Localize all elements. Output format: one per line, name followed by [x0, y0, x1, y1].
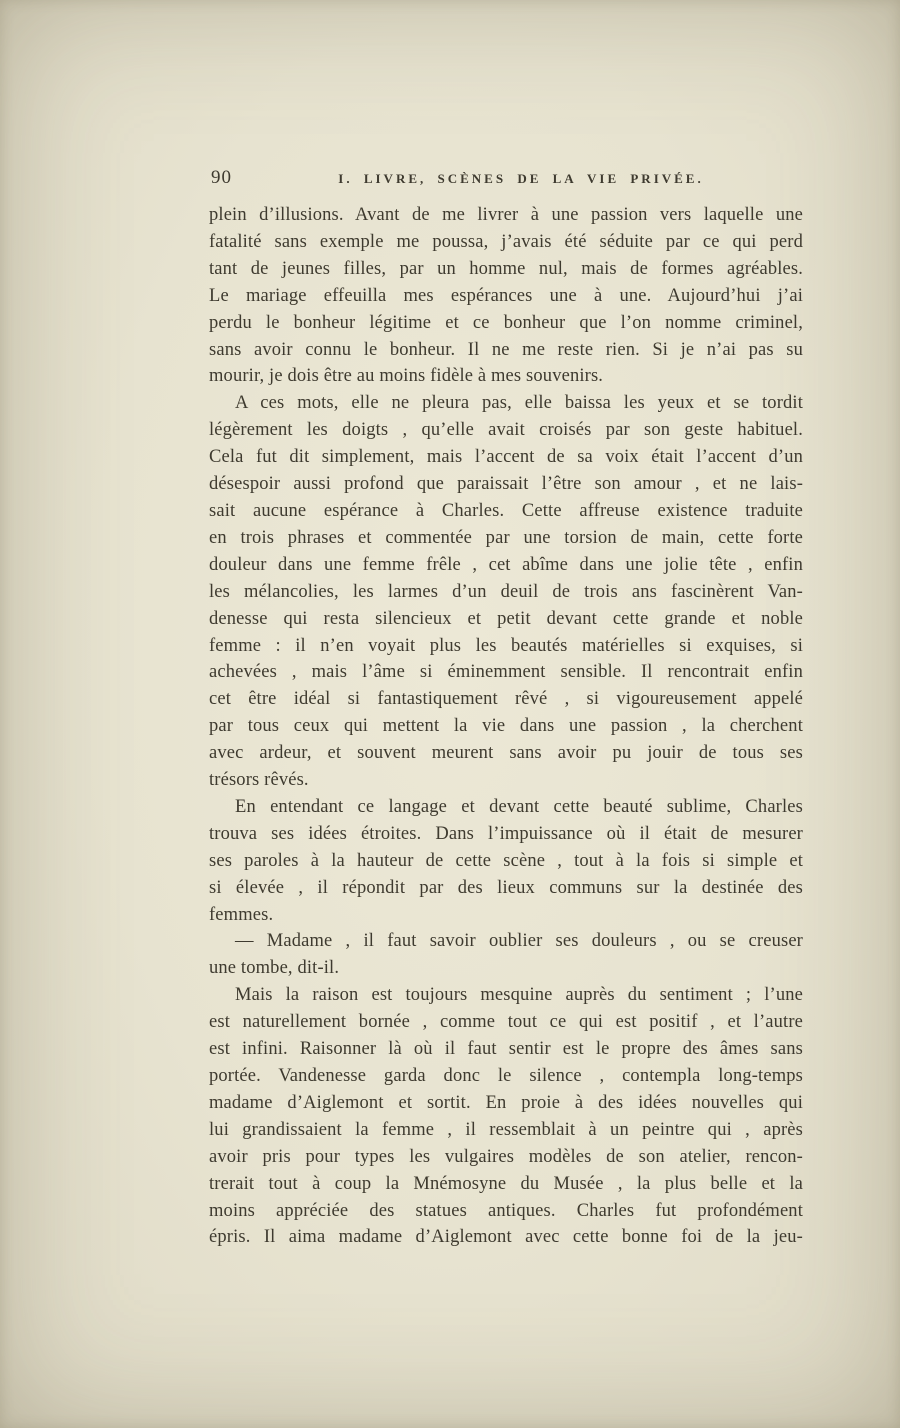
text-line: cet être idéal si fantastiquement rêvé , si vigoureusement appelé: [209, 689, 803, 710]
text-line: portée. Vandenesse garda donc le silence , contempla long-temps: [209, 1066, 803, 1086]
text-line: par tous ceux qui mettent la vie dans une passion , la cherchent: [209, 716, 803, 737]
paragraph: [209, 982, 803, 1251]
text-line: fatalité sans exemple me poussa, j’avais été séduite par ce qui perd: [209, 231, 803, 252]
text-line: les mélancolies, les larmes d’un deuil de trois ans fascinèrent Van-: [209, 581, 803, 602]
text-line: mourir, je dois être au moins fidèle à mes souvenirs.: [209, 366, 604, 387]
text-line: trerait tout à coup la Mnémosyne du Musée , la plus belle et la: [209, 1173, 803, 1194]
text-line: est naturellement bornée , comme tout ce qui est positif , et l’autre: [209, 1012, 803, 1033]
text-line: moins appréciée des statues antiques. Charles fut profondément: [209, 1200, 803, 1221]
text-line: femme : il n’en voyait plus les beautés matérielles si exquises, si: [209, 635, 803, 656]
page-number: 90: [211, 167, 232, 188]
text-line: Mais la raison est toujours mesquine auprès du sentiment ; l’une: [235, 985, 803, 1006]
text-line: denesse qui resta silencieux et petit devant cette grande et noble: [209, 608, 803, 629]
text-block: [209, 165, 803, 1251]
text-line: En entendant ce langage et devant cette beauté sublime, Charles: [235, 796, 803, 817]
text-line: désespoir aussi profond que paraissait l’être son amour , et ne lais-: [209, 474, 803, 495]
text-line: madame d’Aiglemont et sortit. En proie à des idées nouvelles qui: [209, 1092, 803, 1113]
paragraph: [209, 202, 803, 390]
text-line: lui grandissaient la femme , il ressemblait à un peintre qui , après: [209, 1119, 803, 1140]
text-line: tant de jeunes filles, par un homme nul, mais de formes agréables.: [209, 258, 803, 279]
text-line: perdu le bonheur légitime et ce bonheur que l’on nomme criminel,: [209, 312, 803, 333]
text-line: achevées , mais l’âme si éminemment sensible. Il rencontrait enfin: [209, 662, 803, 683]
text-line: ses paroles à la hauteur de cette scène , tout à la fois si simple et: [209, 850, 803, 871]
text-line: en trois phrases et commentée par une torsion de main, cette forte: [209, 527, 803, 548]
text-line: avoir pris pour types les vulgaires modèles de son atelier, rencon-: [209, 1146, 803, 1167]
paragraph: [209, 794, 803, 929]
text-line: trouva ses idées étroites. Dans l’impuissance où il était de mesurer: [209, 823, 803, 844]
text-line: plein d’illusions. Avant de me livrer à une passion vers laquelle une: [209, 205, 803, 225]
text-line: une tombe, dit-il.: [209, 958, 340, 979]
text-line: trésors rêvés.: [209, 770, 309, 791]
text-line: femmes.: [209, 904, 274, 925]
paragraph: [209, 928, 803, 982]
text-line: douleur dans une femme frêle , cet abîme dans une jolie tête , enfin: [209, 554, 803, 575]
text-line: Cela fut dit simplement, mais l’accent de sa voix était l’accent d’un: [209, 447, 803, 468]
text-line: — Madame , il faut savoir oublier ses douleurs , ou se creuser: [235, 931, 803, 952]
page-header: [209, 165, 803, 193]
text-line: épris. Il aima madame d’Aiglemont avec cette bonne foi de la jeu-: [209, 1227, 803, 1248]
text-line: sans avoir connu le bonheur. Il ne me reste rien. Si je n’ai pas su: [209, 339, 803, 360]
text-body: [209, 202, 803, 1251]
text-line: Le mariage effeuilla mes espérances une à une. Aujourd’hui j’ai: [209, 285, 803, 306]
running-title: I. LIVRE, SCÈNES DE LA VIE PRIVÉE.: [338, 171, 704, 186]
text-line: A ces mots, elle ne pleura pas, elle baissa les yeux et se tordit: [235, 393, 803, 414]
paragraph: [209, 390, 803, 794]
text-line: avec ardeur, et souvent meurent sans avoir pu jouir de tous ses: [209, 743, 803, 764]
text-line: sait aucune espérance à Charles. Cette affreuse existence traduite: [209, 500, 803, 521]
text-line: est infini. Raisonner là où il faut sentir est le propre des âmes sans: [209, 1039, 803, 1060]
text-line: légèrement les doigts , qu’elle avait croisés par son geste habituel.: [209, 420, 803, 441]
text-line: si élevée , il répondit par des lieux communs sur la destinée des: [209, 877, 803, 898]
